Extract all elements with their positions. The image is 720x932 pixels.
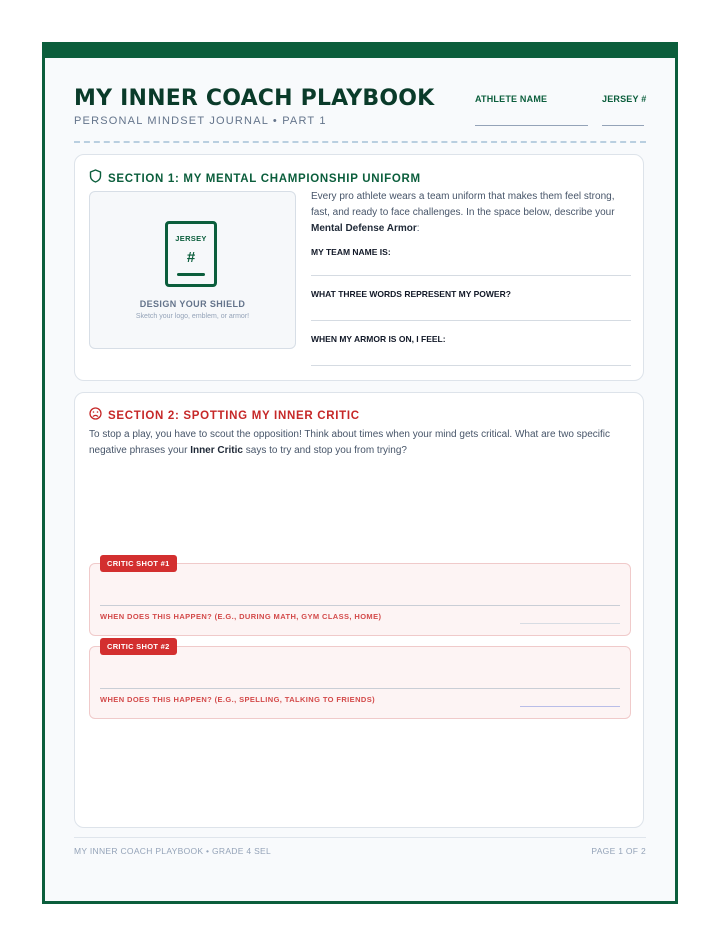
page-subtitle: PERSONAL MINDSET JOURNAL • PART 1 — [74, 115, 327, 127]
question-armor-feeling: WHEN MY ARMOR IS ON, I FEEL: — [311, 334, 446, 344]
athlete-name-label: ATHLETE NAME — [475, 94, 548, 104]
question-three-words: WHAT THREE WORDS REPRESENT MY POWER? — [311, 289, 511, 299]
critic-shot-1-answer[interactable] — [100, 605, 620, 606]
section-1-card — [74, 154, 644, 381]
design-shield-hint: Sketch your logo, emblem, or armor! — [135, 313, 250, 320]
answer-team-name[interactable] — [311, 275, 631, 276]
critic-shot-1-when-answer[interactable] — [520, 623, 620, 624]
critic-shot-2-box — [89, 642, 631, 719]
page-title: MY INNER COACH PLAYBOOK — [74, 86, 435, 111]
section-1-title: SECTION 1: MY MENTAL CHAMPIONSHIP UNIFORM — [108, 172, 421, 185]
jersey-icon — [165, 221, 217, 287]
section-1-intro: Every pro athlete wears a team uniform that makes them feel strong, fast, and ready to face challenges. In the space below, describe your Mental Defense Armor: — [311, 191, 615, 234]
section-2-title: SECTION 2: SPOTTING MY INNER CRITIC — [108, 410, 360, 422]
design-shield-area[interactable] — [89, 191, 296, 349]
jersey-icon-label: JERSEY — [175, 234, 207, 243]
section-2-description: To stop a play, you have to scout the opposition! Think about times when your mind gets critical. What are two specific negative phrases your Inner Critic says to try and stop you from trying? — [89, 429, 611, 456]
jersey-icon-hash: # — [186, 249, 196, 266]
question-team-name: MY TEAM NAME IS: — [311, 247, 391, 257]
athlete-name-field[interactable] — [475, 125, 588, 126]
inner-critic-term: Inner Critic — [190, 445, 243, 456]
section-2-header — [89, 407, 360, 425]
frown-face-icon — [89, 407, 102, 425]
answer-three-words[interactable] — [311, 320, 631, 321]
answer-armor-feeling[interactable] — [311, 365, 631, 366]
jersey-icon-bar — [177, 273, 205, 276]
critic-shot-2-tag: CRITIC SHOT #2 — [100, 638, 177, 655]
section-1-header — [89, 169, 421, 188]
page-number: PAGE 1 OF 2 — [591, 846, 646, 856]
section-2-card — [74, 392, 644, 828]
critic-shot-2-answer[interactable] — [100, 688, 620, 689]
design-shield-title: DESIGN YOUR SHIELD — [139, 299, 246, 309]
shield-icon — [89, 169, 102, 188]
jersey-number-field[interactable] — [602, 125, 644, 126]
critic-shot-2-when-answer[interactable] — [520, 706, 620, 707]
critic-shot-1-box — [89, 559, 631, 636]
jersey-number-label: JERSEY # — [602, 94, 647, 104]
footer-title: MY INNER COACH PLAYBOOK • GRADE 4 SEL — [74, 846, 272, 856]
critic-shot-2-when-label: WHEN DOES THIS HAPPEN? (E.G., SPELLING, TALKING TO FRIENDS) — [100, 695, 375, 704]
header-divider — [74, 141, 646, 143]
worksheet-page — [42, 42, 678, 904]
mental-defense-armor-term: Mental Defense Armor — [311, 223, 417, 234]
critic-shot-1-when-label: WHEN DOES THIS HAPPEN? (E.G., DURING MATH, GYM CLASS, HOME) — [100, 612, 382, 621]
footer-divider — [74, 837, 646, 838]
critic-shot-1-tag: CRITIC SHOT #1 — [100, 555, 177, 572]
